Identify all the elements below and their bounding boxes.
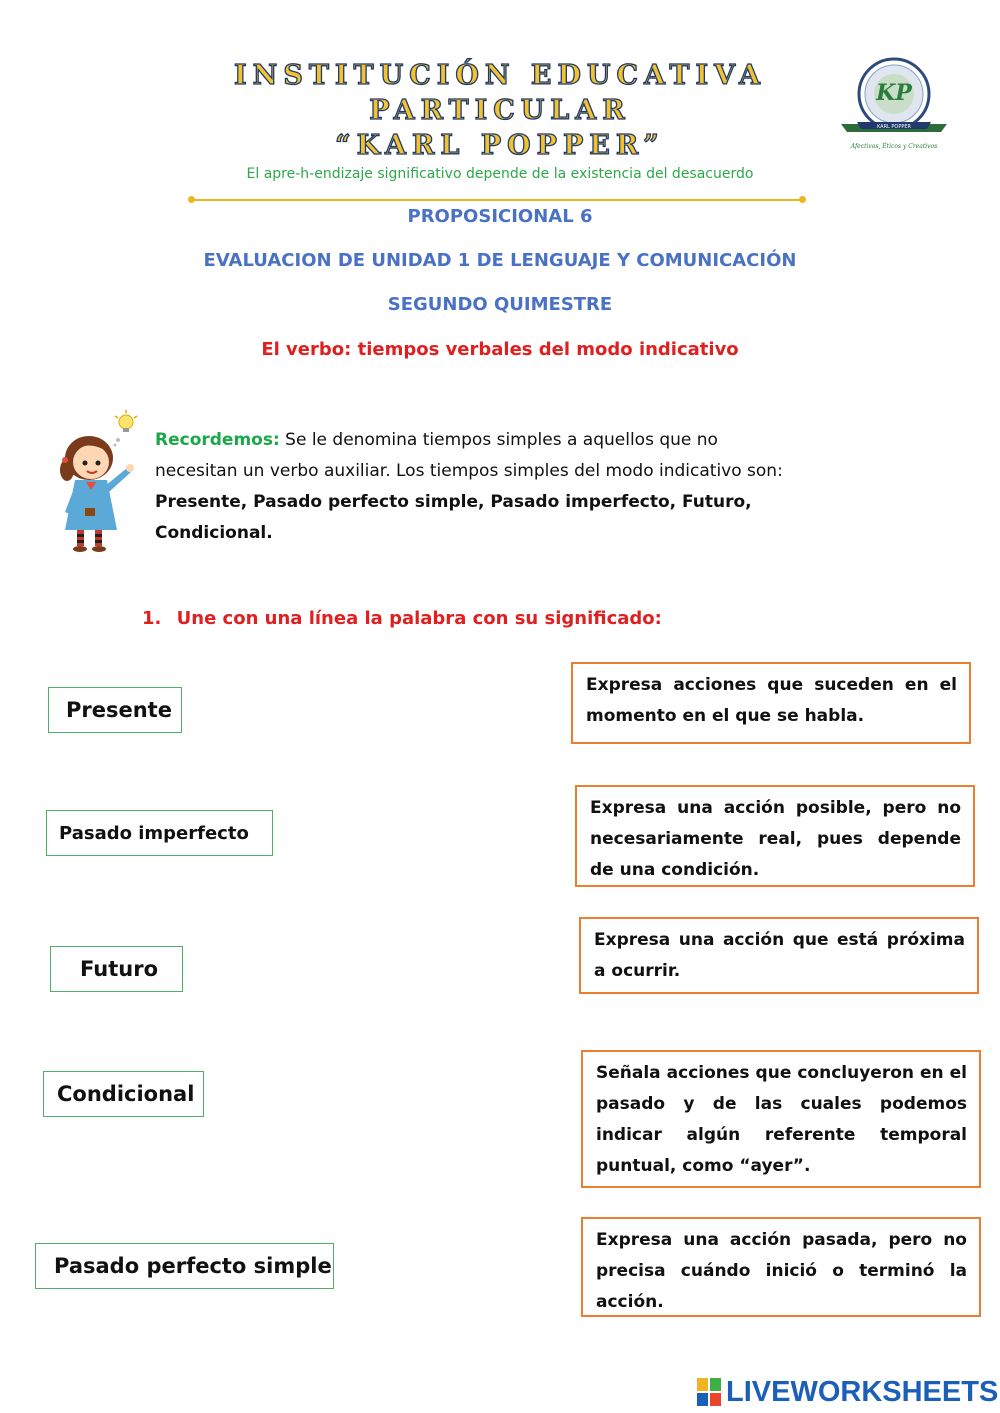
question-1 — [142, 608, 662, 629]
definition-box-5[interactable] — [581, 1217, 981, 1317]
reminder-text-line2: necesitan un verbo auxiliar. Los tiempos simples del modo indicativo son: — [155, 461, 783, 481]
divider-line — [191, 199, 803, 201]
word-box-pasado-imperfecto[interactable] — [46, 810, 273, 856]
word-label: Presente — [66, 698, 172, 722]
word-box-pasado-perfecto-simple[interactable] — [35, 1243, 334, 1289]
word-box-futuro[interactable] — [50, 946, 183, 992]
school-motto: El apre-h-endizaje significativo depende de la existencia del desacuerdo — [246, 166, 754, 182]
word-label: Futuro — [80, 957, 159, 981]
liveworksheets-icon — [697, 1378, 721, 1406]
svg-text:KP: KP — [876, 80, 912, 106]
reminder-label: Recordemos: — [155, 430, 280, 450]
reminder-tenses-line2: Condicional. — [155, 523, 273, 543]
question-text: Une con una línea la palabra con su significado: — [176, 608, 662, 629]
course-heading: PROPOSICIONAL 6 — [407, 206, 593, 227]
institution-title-line3: “KARL POPPER” — [335, 130, 665, 161]
liveworksheets-brand: LIVEWORKSHEETS — [726, 1375, 999, 1408]
word-label: Condicional — [57, 1082, 195, 1106]
liveworksheets-logo — [697, 1375, 998, 1409]
evaluation-heading: EVALUACION DE UNIDAD 1 DE LENGUAJE Y COMUNICACIÓN — [203, 250, 797, 271]
definition-text: Señala acciones que concluyeron en el pasado y de las cuales podemos indicar algún referente temporal puntual, como “ayer”. — [596, 1063, 967, 1176]
word-box-condicional[interactable] — [43, 1071, 204, 1117]
divider-dot-left — [188, 196, 195, 203]
divider-dot-right — [799, 196, 806, 203]
girl-illustration — [55, 408, 145, 553]
definition-box-1[interactable] — [571, 662, 971, 744]
word-label: Pasado perfecto simple — [54, 1254, 332, 1278]
reminder-paragraph — [155, 425, 875, 549]
word-label: Pasado imperfecto — [59, 822, 249, 844]
svg-text:Afectivos, Éticos y Creativos: Afectivos, Éticos y Creativos — [850, 143, 938, 150]
definition-box-4[interactable] — [581, 1050, 981, 1188]
definition-box-2[interactable] — [575, 785, 975, 887]
definition-text: Expresa una acción posible, pero no necesariamente real, pues depende de una condición. — [590, 798, 961, 880]
definition-text: Expresa una acción pasada, pero no precisa cuándo inició o terminó la acción. — [596, 1230, 967, 1312]
period-heading: SEGUNDO QUIMESTRE — [387, 294, 613, 315]
topic-heading: El verbo: tiempos verbales del modo indicativo — [261, 339, 739, 360]
institution-title-line2: PARTICULAR — [369, 95, 631, 126]
school-logo — [835, 56, 953, 156]
svg-text:KARL POPPER: KARL POPPER — [876, 124, 912, 130]
reminder-tenses-line1: Presente, Pasado perfecto simple, Pasado imperfecto, Futuro, — [155, 492, 752, 512]
definition-text: Expresa acciones que suceden en el momento en el que se habla. — [586, 675, 957, 726]
definition-text: Expresa una acción que está próxima a ocurrir. — [594, 930, 965, 981]
question-number: 1. — [142, 608, 162, 629]
word-box-presente[interactable] — [48, 687, 182, 733]
reminder-text-line1: Se le denomina tiempos simples a aquellos que no — [279, 430, 718, 450]
definition-box-3[interactable] — [579, 917, 979, 994]
institution-title-line1: INSTITUCIÓN EDUCATIVA — [234, 60, 766, 91]
